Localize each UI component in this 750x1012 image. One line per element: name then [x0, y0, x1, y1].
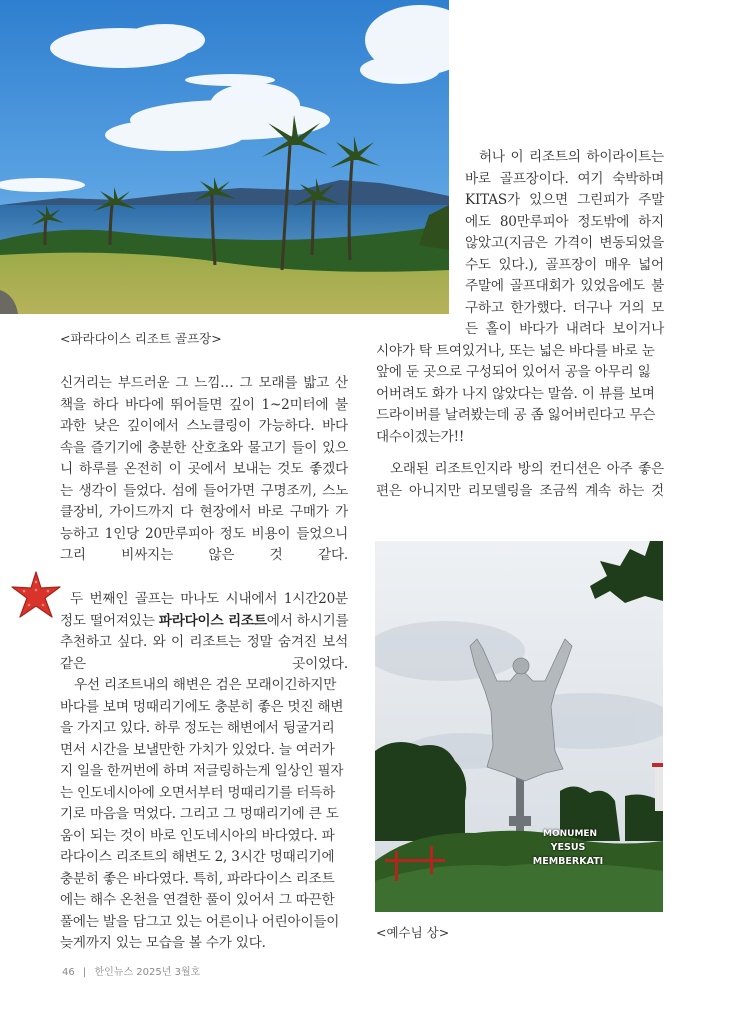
text-line: 어버려도 화가 나지 않았다는 말씀. 이 뷰를 보며 [376, 385, 655, 402]
text-line: 속을 즐기기에 충분한 산호초와 물고기 들이 있으 [60, 439, 348, 456]
text-line: 풀에는 발을 담그고 있는 어른이나 어린아이들이 [60, 913, 340, 930]
text-line: 늦게까지 있는 모습을 볼 수가 있다. [60, 935, 266, 951]
text-line: 라다이스 리조트의 해변도 2, 3시간 멍때리기에 [60, 849, 335, 865]
text-line: 기로 마음을 먹었다. 그리고 그 멍때리기에 큰 도 [60, 806, 339, 822]
text-line: 드라이버를 날려봤는데 공 좀 잃어버린다고 무슨 [376, 407, 656, 423]
page-number: 46 [62, 967, 75, 978]
text-line: 우선 리조트내의 해변은 검은 모래이긴하지만 [74, 677, 337, 693]
golf-photo-caption: <파라다이스 리조트 골프장> [60, 331, 222, 346]
footer-separator: | [82, 967, 87, 978]
text-line: 같은 곳이었다. [60, 655, 348, 672]
text-line: 신거리는 부드러운 그 느낌… 그 모래를 밟고 산 [60, 375, 348, 391]
text-line: 에도 80만루피아 정도밖에 하지 [465, 213, 664, 230]
text-line: 책을 하다 바다에 뛰어들면 깊이 1~2미터에 불 [60, 396, 348, 413]
text-line: 두 번째인 골프는 마나도 시내에서 1시간20분 [70, 591, 348, 607]
text-line: 구하고 한가했다. 더구나 거의 모 [465, 299, 664, 316]
sign-line-2: YESUS MEMBERKATI [532, 842, 604, 867]
statue-photo-caption: <예수님 상> [376, 925, 450, 940]
jesus-statue-photo [375, 541, 663, 912]
text-line: 바다를 보며 멍때리기에도 충분히 좋은 멋진 해변 [60, 698, 344, 715]
text-line: 능하고 1인당 20만루피아 정도 비용이 들었으니 [60, 525, 348, 542]
text-run: 에서 하시기를 [266, 612, 349, 629]
text-line: 추천하고 싶다. 와 이 리조트는 정말 숨겨진 보석 [60, 634, 348, 650]
right-paragraph-golf-wide [376, 341, 664, 449]
sign-line-1: MONUMEN [543, 829, 598, 839]
text-line: 수도 있다.), 골프장이 매우 넓어 [465, 256, 664, 273]
text-line: 그리 비싸지는 않은 것 같다. [60, 547, 348, 563]
text-line: 과한 낮은 깊이에서 스노클링이 가능하다. 바다 [60, 418, 348, 434]
text-line: 클장비, 가이드까지 다 현장에서 바로 구매가 가 [60, 504, 348, 520]
text-line: KITAS가 있으면 그린피가 주말 [465, 192, 664, 208]
text-line: 움이 되는 것이 바로 인도네시아의 바다였다. 파 [60, 827, 335, 844]
text-line: 시야가 탁 트여있거나, 또는 넓은 바다를 바로 눈 [376, 342, 655, 359]
right-paragraph-golf [465, 147, 664, 341]
text-line: 바로 골프장이다. 여기 숙박하며 [465, 170, 664, 187]
starfish-icon [10, 570, 62, 620]
text-line: 대수이겠는가!! [376, 428, 465, 445]
text-line: 앞에 둔 곳으로 구성되어 있어서 공을 아무리 잃 [376, 364, 651, 380]
text-line: 않았고(지금은 가격이 변동되었을 [465, 235, 664, 251]
resort-name-bold: 파라다이스 리조트 [158, 612, 267, 629]
text-line [60, 611, 348, 633]
text-line: 편은 아니지만 리모델링을 조금씩 계속 하는 것 [376, 482, 664, 499]
page-footer [62, 963, 200, 978]
text-line: 허나 이 리조트의 하이라이트는 [479, 149, 664, 165]
text-line: 는 인도네시아에 오면서부터 멍때리기를 터득하 [60, 784, 336, 801]
text-line: 주말에 골프대회가 있었음에도 불 [465, 278, 664, 294]
text-line: 든 홀이 바다가 내려다 보이거나 [465, 321, 664, 337]
text-line: 오래된 리조트인지라 방의 컨디션은 아주 좋은 [390, 461, 664, 477]
left-paragraph-beach [60, 675, 348, 955]
text-line: 충분히 좋은 바다였다. 특히, 파라다이스 리조트 [60, 870, 335, 887]
text-line: 면서 시간을 보낼만한 가치가 있었다. 늘 여러가 [60, 741, 335, 758]
right-paragraph-room [376, 459, 664, 502]
text-line: 지 일을 한꺼번에 하며 저글링하는게 일상인 필자 [60, 763, 344, 779]
text-line: 에는 해수 온천을 연결한 풀이 있어서 그 따끈한 [60, 892, 335, 908]
text-line: 는 생각이 들었다. 섬에 들어가면 구명조끼, 스노 [60, 482, 348, 499]
publication-name: 한인뉴스 2025년 3월호 [94, 967, 201, 978]
text-line: 을 가지고 있다. 하루 정도는 해변에서 뒹굴거리 [60, 720, 335, 736]
golf-course-photo [0, 0, 449, 314]
left-paragraph-golf-intro [60, 589, 348, 675]
left-paragraph-snorkel [60, 373, 348, 567]
text-line: 니 하루를 온전히 이 곳에서 보내는 것도 좋겠다 [60, 461, 348, 477]
monument-sign [523, 827, 613, 869]
text-run: 정도 떨어져있는 [60, 612, 159, 629]
